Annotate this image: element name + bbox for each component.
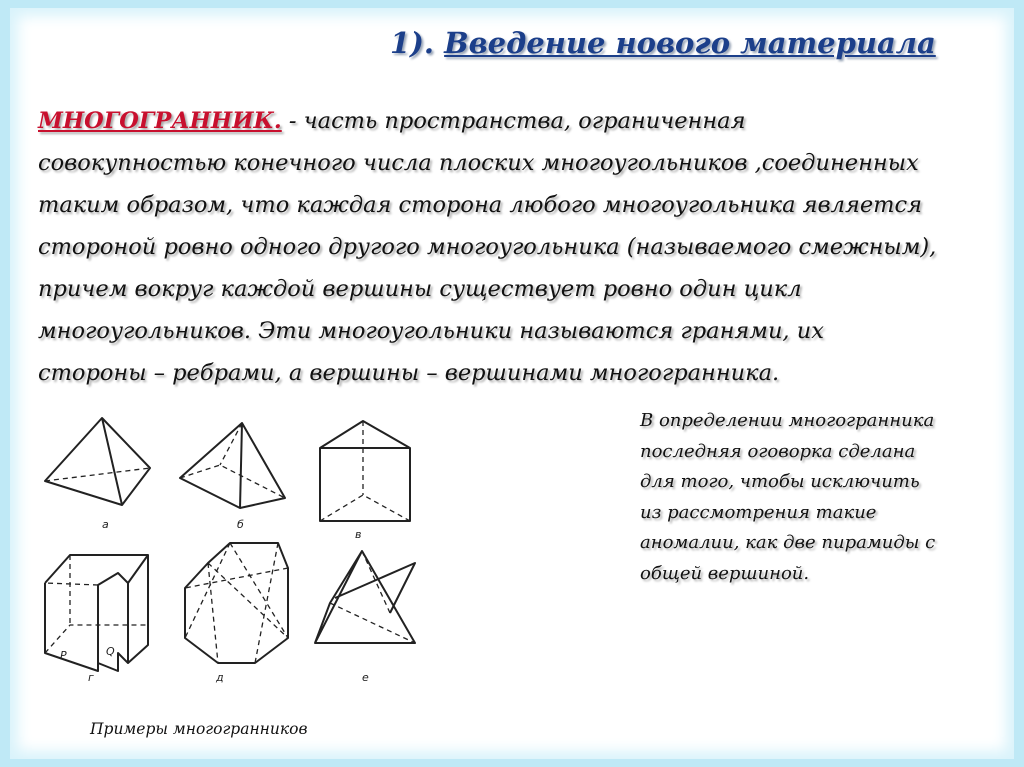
title-text: Введение нового материала: [444, 26, 936, 60]
definition-line-5: причем вокруг каждой вершины существует ровно один цикл: [38, 276, 802, 302]
point-label-q: Q: [106, 645, 115, 658]
note-line-4: из рассмотрения такие: [640, 501, 877, 523]
polyhedron-v: [320, 421, 410, 521]
figure-label-g: г: [88, 671, 94, 684]
point-label-p: P: [60, 649, 67, 662]
note-line-3: для того, чтобы исключить: [640, 471, 920, 492]
definition-line-2: совокупностью конечного числа плоских многоугольников ,соединенных: [38, 150, 919, 176]
note-paragraph: [640, 406, 1000, 589]
note-line-1: В определении многогранника: [640, 410, 935, 431]
figure-label-d: д: [216, 671, 224, 684]
figure-label-b: б: [237, 518, 244, 531]
definition-line-6: многоугольников. Эти многоугольники называются гранями, их: [38, 318, 824, 344]
polyhedron-b: [180, 423, 285, 508]
polyhedron-d: [185, 543, 288, 663]
slide: [10, 8, 1014, 759]
definition-term: МНОГОГРАННИК.: [38, 108, 282, 134]
definition-line-7: стороны – ребрами, а вершины – вершинами многогранника.: [38, 360, 780, 386]
figure-label-a: а: [102, 518, 109, 531]
figure-label-v: в: [355, 528, 362, 541]
polyhedron-e: [315, 551, 415, 643]
polyhedron-a: [45, 418, 150, 505]
definition-line-1: [38, 100, 988, 142]
definition-line-4: стороной ровно одного другого многоугольника (называемого смежным),: [38, 234, 937, 260]
note-line-6: общей вершиной.: [640, 562, 810, 584]
figure-label-e: е: [362, 671, 369, 684]
definition-line-3: таким образом, что каждая сторона любого многоугольника является: [38, 192, 923, 218]
figures-caption: Примеры многогранников: [90, 720, 308, 738]
title-number: 1).: [390, 26, 434, 60]
note-line-2: последняя оговорка сделана: [640, 440, 916, 462]
polyhedra-figures: [40, 413, 440, 703]
definition-paragraph: [38, 100, 988, 394]
slide-title: [390, 26, 936, 60]
note-line-5: аномалии, как две пирамиды с: [640, 532, 936, 553]
definition-line-1-text: - часть пространства, ограниченная: [281, 108, 746, 134]
